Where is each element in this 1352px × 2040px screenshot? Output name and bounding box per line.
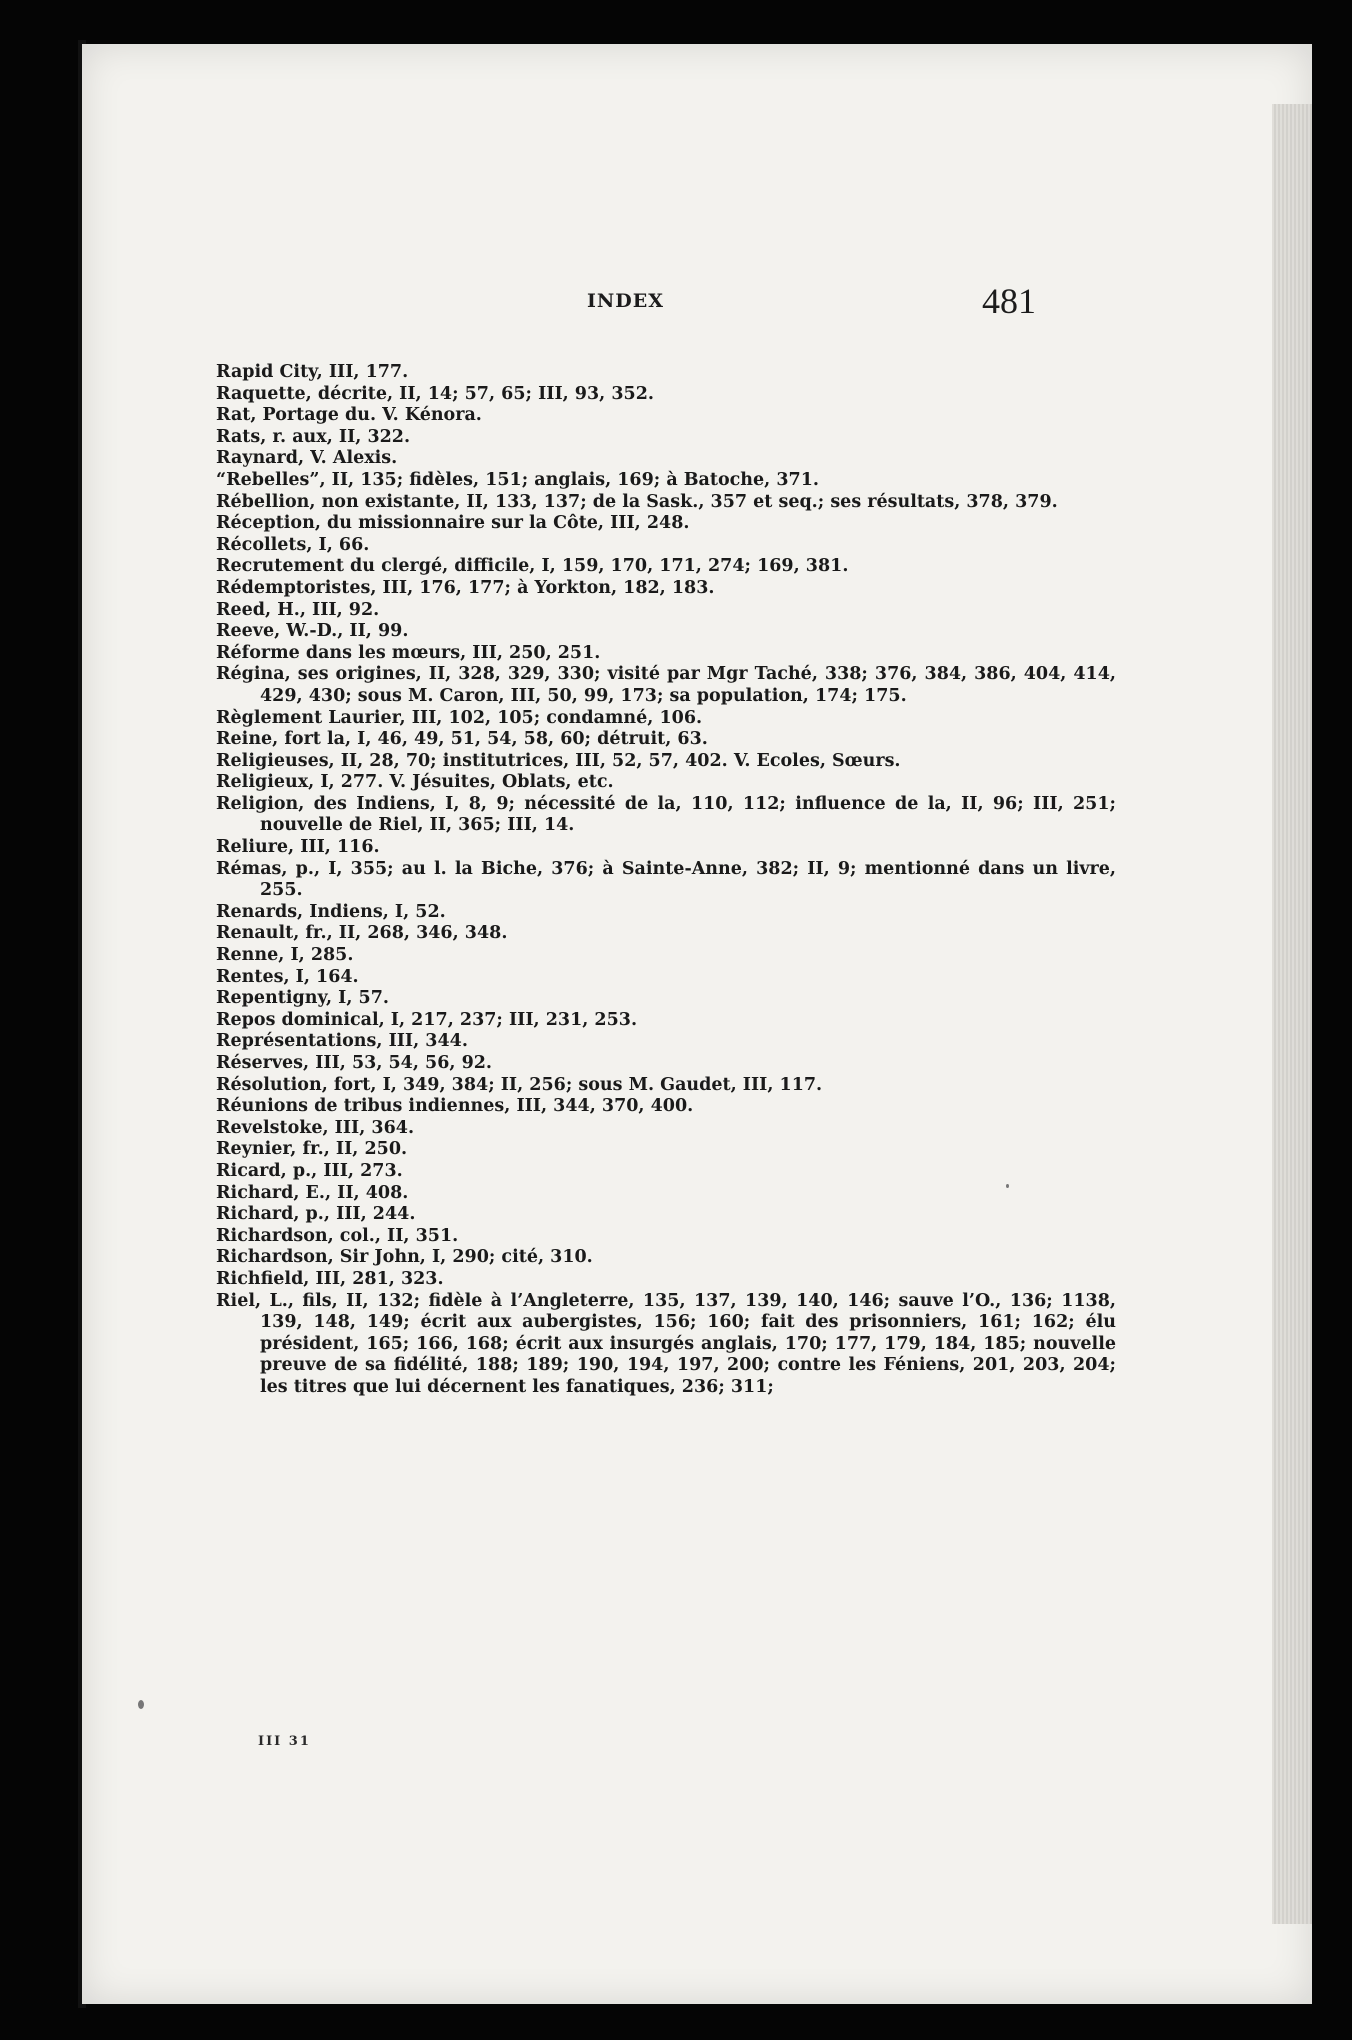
index-entry: Riel, L., fils, II, 132; fidèle à l’Angleterre, 135, 137, 139, 140, 146; sauve l’O., 136; 1138, 139, 148, 149; écrit aux aubergistes, 156; 160; fait des prisonniers, 161; 162; élu président, 165; 166, 168; écrit aux insurgés anglais, 170; 177, 179, 184, 185; nouvelle preuve de sa fidélité, 188; 189; 190, 194, 197, 200; contre les Féniens, 201, 203, 204; les titres que lui décernent les fanatiques, 236; 311; [216,1290,1116,1397]
index-entry: Représentations, III, 344. [216,1031,468,1052]
page-header [82,281,1312,326]
index-entry: Religion, des Indiens, I, 8, 9; nécessité de la, 110, 112; influence de la, II, 96; III, 251; nouvelle de Riel, II, 365; III, 14. [216,793,1116,836]
index-entry: Règlement Laurier, III, 102, 105; condamné, 106. [216,707,703,728]
running-head: INDEX [587,290,664,312]
index-entry: Reed, H., III, 92. [216,599,380,620]
index-entry: Résolution, fort, I, 349, 384; II, 256; sous M. Gaudet, III, 117. [216,1074,823,1095]
index-entry: Rébellion, non existante, II, 133, 137; de la Sask., 357 et seq.; ses résultats, 378, 379. [216,491,1058,512]
index-entry: Reine, fort la, I, 46, 49, 51, 54, 58, 60; détruit, 63. [216,729,708,750]
index-entry: Richardson, Sir John, I, 290; cité, 310. [216,1247,593,1268]
index-entry: Repos dominical, I, 217, 237; III, 231, 253. [216,1009,638,1030]
index-entry: Reliure, III, 116. [216,837,380,858]
index-entry: Repentigny, I, 57. [216,988,389,1009]
index-entry: Recrutement du clergé, difficile, I, 159, 170, 171, 274; 169, 381. [216,556,849,577]
index-entry: Richardson, col., II, 351. [216,1225,459,1246]
index-entry: Rats, r. aux, II, 322. [216,426,411,447]
index-entry: Raquette, décrite, II, 14; 57, 65; III, 93, 352. [216,383,654,404]
signature-mark: III 31 [258,1734,311,1749]
index-entry: Richard, E., II, 408. [216,1182,409,1203]
index-entry: “Rebelles”, II, 135; fidèles, 151; anglais, 169; à Batoche, 371. [216,469,819,490]
index-entry: Renault, fr., II, 268, 346, 348. [216,923,508,944]
book-page [82,44,1312,2004]
index-entry: Rédemptoristes, III, 176, 177; à Yorkton, 182, 183. [216,577,715,598]
index-entry: Raynard, V. Alexis. [216,448,398,469]
index-entry: Réunions de tribus indiennes, III, 344, 370, 400. [216,1096,694,1117]
index-entry: Reynier, fr., II, 250. [216,1139,408,1160]
index-entry: Renards, Indiens, I, 52. [216,901,446,922]
index-entry: Rapid City, III, 177. [216,362,409,382]
paper-speck [138,1700,144,1709]
index-entry: Ricard, p., III, 273. [216,1160,403,1181]
index-entry: Religieux, I, 277. V. Jésuites, Oblats, etc. [216,772,614,793]
index-entry: Richard, p., III, 244. [216,1204,416,1225]
page-number: 481 [982,281,1036,321]
index-entry: Richfield, III, 281, 323. [216,1268,444,1289]
index-entry: Récollets, I, 66. [216,534,370,555]
index-entry: Renne, I, 285. [216,945,354,966]
page-edge-strip [1272,104,1312,1924]
index-entry: Réserves, III, 53, 54, 56, 92. [216,1053,493,1073]
index-entry: Rémas, p., I, 355; au l. la Biche, 376; à Sainte-Anne, 382; II, 9; mentionné dans un livre, 255. [216,858,1116,901]
index-entry: Reeve, W.-D., II, 99. [216,621,409,642]
index-entry: Revelstoke, III, 364. [216,1117,415,1138]
paper-speck [1006,1184,1009,1188]
index-entry: Rat, Portage du. V. Kénora. [216,405,482,426]
index-entry: Régina, ses origines, II, 328, 329, 330; visité par Mgr Taché, 338; 376, 384, 386, 404, 414, 429, 430; sous M. Caron, III, 50, 99, 173; sa population, 174; 175. [216,664,1116,706]
index-entry: Religieuses, II, 28, 70; institutrices, III, 52, 57, 402. V. Ecoles, Sœurs. [216,750,901,771]
index-entry: Réforme dans les mœurs, III, 250, 251. [216,642,601,663]
index-entry: Réception, du missionnaire sur la Côte, III, 248. [216,513,690,534]
index-entry-list [216,362,1116,1399]
index-entry: Rentes, I, 164. [216,966,359,987]
